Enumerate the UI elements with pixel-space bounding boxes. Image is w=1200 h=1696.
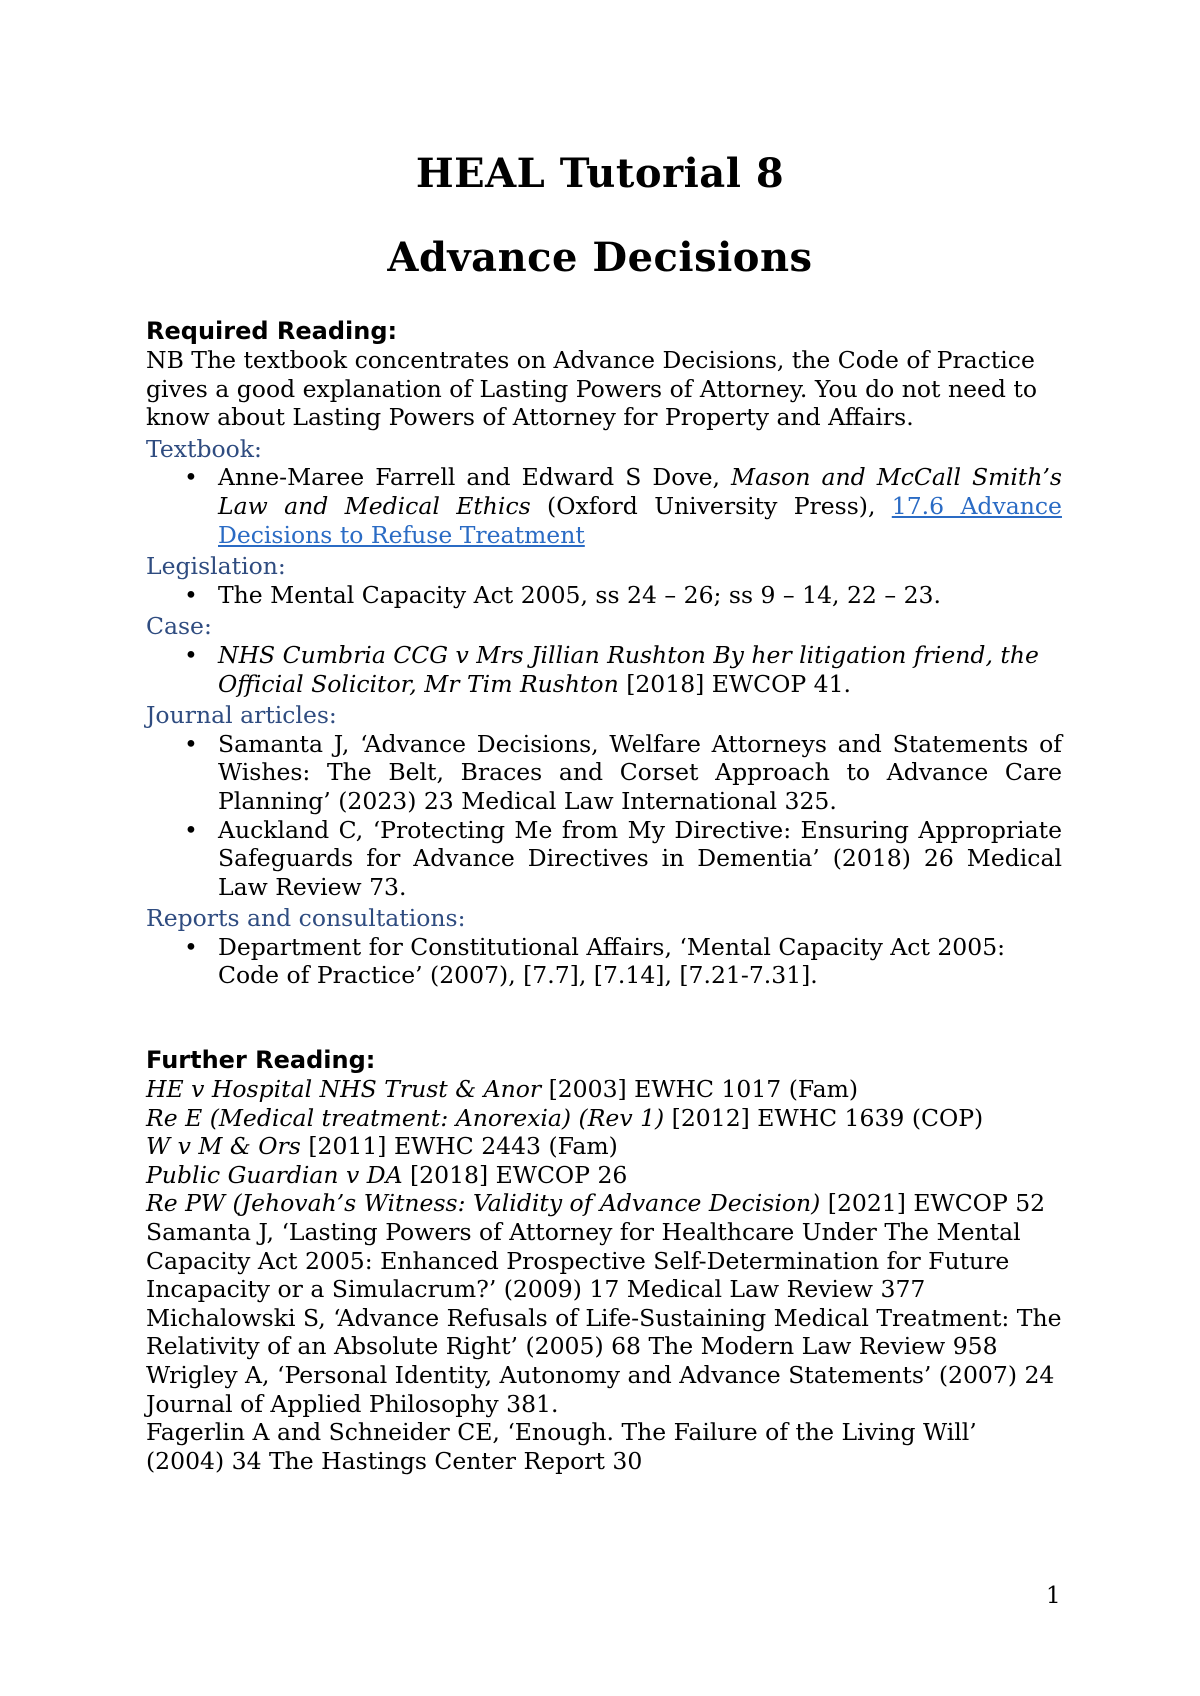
further-case: [146, 1189, 1062, 1218]
legislation-label: Legislation:: [146, 552, 286, 581]
textbook-chapter-link[interactable]: 17.6 Advance Decisions to Refuse Treatment: [218, 491, 1062, 549]
textbook-label: Textbook:: [146, 434, 262, 463]
further-reading-heading: Further Reading:: [146, 1046, 376, 1075]
case-name: Re E (Medical treatment: Anorexia) (Rev 1): [146, 1103, 665, 1132]
case-name: NHS Cumbria CCG v Mrs Jillian Rushton By her litigation friend, the Official Solicitor, Mr Tim Rushton: [218, 640, 1039, 698]
case-name: W v M & Ors: [146, 1132, 301, 1161]
case-citation: [2011] EWHC 2443 (Fam): [300, 1132, 618, 1161]
list-item: • Department for Constitutional Affairs, ‘Mental Capacity Act 2005: Code of Practice’ (2007), [7.7], [7.14], [7.21-7.31].: [146, 933, 1062, 990]
further-article: Fagerlin A and Schneider CE, ‘Enough. The Failure of the Living Will’ (2004) 34 The Hastings Center Report 30: [146, 1418, 977, 1475]
document-subtitle: Advance Decisions: [387, 234, 813, 281]
document-title: HEAL Tutorial 8: [415, 150, 785, 197]
further-article: Michalowski S, ‘Advance Refusals of Life-Sustaining Medical Treatment: The Relativity of an Absolute Right’ (2005) 68 The Modern Law Review 958: [146, 1303, 1062, 1361]
case-citation: [2003] EWHC 1017 (Fam): [541, 1075, 859, 1104]
further-article: Wrigley A, ‘Personal Identity, Autonomy and Advance Statements’ (2007) 24 Journal of Applied Philosophy 381.: [146, 1361, 1055, 1418]
textbook-title: Mason and McCall Smith’s Law and Medical Ethics: [218, 463, 1062, 520]
further-article: Samanta J, ‘Lasting Powers of Attorney for Healthcare Under The Mental Capacity Act 2005: Enhanced Prospective Self-Determination for Future Incapacity or a Simulacrum?’ (2009) 17 Medical Law Review 377: [146, 1218, 1021, 1304]
case-label: Case:: [146, 612, 212, 641]
document-body: [146, 317, 1062, 1475]
case-name: Public Guardian v DA: [146, 1160, 403, 1189]
case-citation: [2021] EWCOP 52: [820, 1189, 1046, 1218]
section-spacer: [146, 990, 1062, 1046]
case-name: HE v Hospital NHS Trust & Anor: [146, 1075, 542, 1104]
further-case: [146, 1132, 1062, 1161]
case-citation: [2012] EWHC 1639 (COP): [664, 1103, 984, 1132]
textbook-publisher: (Oxford University Press),: [530, 491, 892, 520]
list-item: • Auckland C, ‘Protecting Me from My Directive: Ensuring Appropriate Safeguards for Advance Directives in Dementia’ (2018) 26 Medical Law Review 73.: [146, 816, 1062, 902]
textbook-list: [146, 463, 1062, 549]
list-item: [146, 641, 1062, 698]
list-item: [146, 463, 1062, 549]
case-name: Re PW (Jehovah’s Witness: Validity of Advance Decision): [146, 1189, 821, 1218]
list-item: • Samanta J, ‘Advance Decisions, Welfare Attorneys and Statements of Wishes: The Belt, Braces and Corset Approach to Advance Care Planning’ (2023) 23 Medical Law International 325.: [146, 730, 1062, 816]
legislation-list: [146, 581, 1062, 610]
further-case: [146, 1075, 1062, 1104]
list-item: • The Mental Capacity Act 2005, ss 24 – 26; ss 9 – 14, 22 – 23.: [146, 581, 1062, 610]
case-list: [146, 641, 1062, 698]
reports-list: [146, 933, 1062, 990]
reports-label: Reports and consultations:: [146, 904, 466, 933]
page-number: 1: [1046, 1583, 1061, 1609]
reading-note: NB The textbook concentrates on Advance Decisions, the Code of Practice gives a good explanation of Lasting Powers of Attorney. You do not need to know about Lasting Powers of Attorney for Property and Affairs.: [146, 346, 1038, 432]
textbook-authors: Anne-Maree Farrell and Edward S Dove,: [218, 463, 732, 492]
further-case: [146, 1161, 1062, 1190]
case-citation: [2018] EWCOP 41.: [618, 669, 852, 698]
further-case: [146, 1104, 1062, 1133]
required-reading-heading: Required Reading:: [146, 317, 398, 345]
journal-articles-list: [146, 730, 1062, 902]
journal-articles-label: Journal articles:: [146, 701, 337, 730]
case-citation: [2018] EWCOP 26: [402, 1160, 628, 1189]
